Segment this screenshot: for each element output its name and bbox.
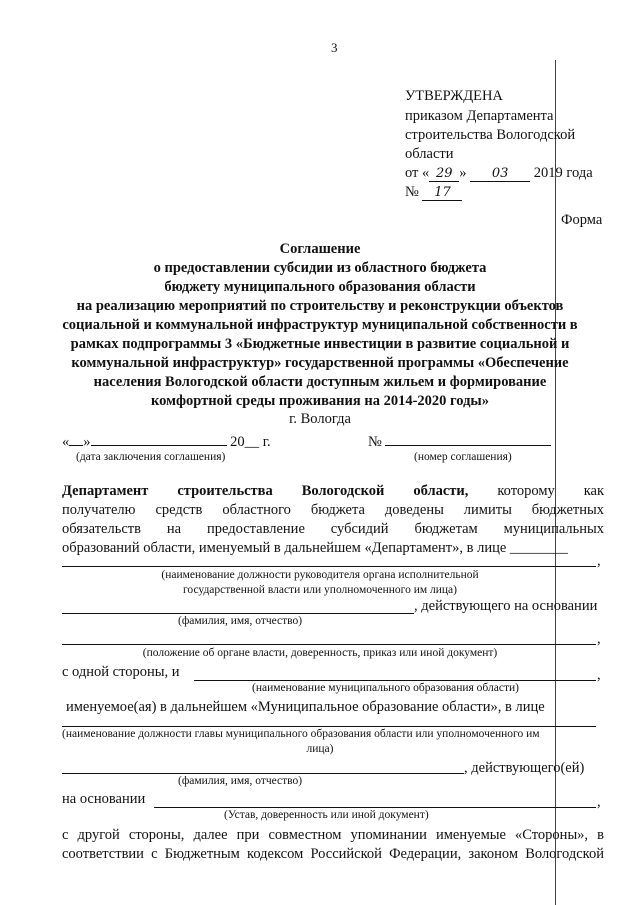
city: г. Вологда	[289, 411, 351, 427]
approval-heading: УТВЕРЖДЕНА	[405, 88, 503, 104]
agreement-number	[368, 434, 551, 451]
caption-municipality: (наименование муниципального образования области)	[252, 682, 519, 694]
number-blank	[385, 445, 551, 446]
which-word: которому	[497, 483, 555, 499]
body-line-3: обязательств на предоставление субсидий бюджетам муниципальных	[62, 521, 604, 537]
body-line-2: получателю средств областного бюджета доведены лимиты бюджетных	[62, 502, 604, 518]
comma-1: ,	[597, 553, 601, 569]
dept-word: Департамент	[62, 483, 149, 499]
number-caption: (номер соглашения)	[414, 451, 512, 463]
caption-head-municipal-2: лица)	[306, 743, 334, 755]
date-prefix: от «	[405, 165, 430, 181]
body-line-last-1: с другой стороны, далее при совместном упоминании именуемые «Стороны», в	[62, 827, 604, 843]
page-number: 3	[331, 40, 338, 55]
construction-word: строительства	[177, 483, 273, 499]
blank-line-6	[62, 773, 464, 774]
approval-line-2: приказом Департамента	[405, 108, 554, 124]
date-mid: »	[459, 165, 467, 181]
caption-head-municipal: (наименование должности главы муниципального образования области или уполномоченного им	[62, 728, 540, 740]
body-line-1	[62, 483, 604, 500]
comma-2: ,	[597, 631, 601, 647]
blank-line-2	[62, 613, 414, 614]
blank-line-5	[62, 726, 596, 727]
blank-line-1	[62, 566, 596, 567]
title-line-3: бюджету муниципального образования области	[164, 279, 476, 295]
caption-head-position-2: государственной власти или уполномоченного им лица)	[183, 584, 457, 596]
date-caption: (дата заключения соглашения)	[76, 451, 226, 463]
caption-document-2: (Устав, доверенность или иной документ)	[224, 809, 429, 821]
title-line-8: населения Вологодской области доступным жильем и формирование	[93, 374, 547, 390]
title-line-6: рамках подпрограммы 3 «Бюджетные инвестиции в развитие социальной и	[70, 336, 570, 352]
month-blank	[91, 445, 227, 446]
form-label: Форма	[561, 212, 603, 228]
blank-line-3	[62, 644, 596, 645]
title-line-5: социальной и коммунальной инфраструктур муниципальной собственности в	[62, 317, 578, 333]
as-word: как	[583, 483, 605, 499]
approval-day: 29	[429, 166, 459, 182]
blank-line-7	[154, 807, 596, 808]
approval-year: 2019 года	[533, 165, 593, 181]
title-line-1: Соглашение	[279, 241, 361, 257]
approval-line-4: области	[405, 146, 454, 162]
title-line-4: на реализацию мероприятий по строительству и реконструкции объектов	[76, 298, 564, 314]
number-sign: №	[368, 434, 382, 450]
caption-document-1: (положение об органе власти, доверенность, приказ или иной документ)	[142, 647, 498, 659]
caption-head-position: (наименование должности руководителя органа исполнительной	[161, 569, 479, 581]
year-text: 20__ г.	[230, 434, 271, 450]
number-prefix: №	[405, 184, 419, 200]
approval-line-3: строительства Вологодской	[405, 127, 576, 143]
approval-month: 03	[470, 166, 530, 182]
title-line-9: комфортной среды проживания на 2014-2020 годы»	[151, 393, 489, 409]
basis-text: на основании	[62, 791, 146, 807]
acting-text: , действующего на основании	[414, 598, 598, 614]
caption-fio-1: (фамилия, имя, отчество)	[178, 615, 303, 627]
title-line-2: о предоставлении субсидии из областного бюджета	[153, 260, 487, 276]
caption-fio-2: (фамилия, имя, отчество)	[178, 775, 303, 787]
day-blank	[69, 445, 83, 446]
comma-3: ,	[597, 667, 601, 683]
blank-line-4	[194, 680, 596, 681]
quote-close: »	[83, 434, 91, 450]
vologda-word: Вологодской	[301, 483, 385, 499]
body-line-4: образований области, именуемый в дальнейшем «Департамент», в лице ________	[62, 540, 568, 556]
one-side-text: с одной стороны, и	[62, 664, 180, 680]
region-word: области,	[413, 483, 469, 499]
named-text: именуемое(ая) в дальнейшем «Муниципальное образование области», в лице	[66, 699, 545, 715]
approval-date	[405, 165, 593, 182]
agreement-date	[62, 434, 271, 451]
quote-open: «	[62, 434, 70, 450]
title-line-7: коммунальной инфраструктур» государственной программы «Обеспечение	[71, 355, 569, 371]
approval-number	[405, 184, 462, 201]
acting2-text: , действующего(ей)	[464, 760, 585, 776]
body-line-last-2: соответствии с Бюджетным кодексом Российской Федерации, законом Вологодской	[62, 846, 604, 862]
approval-number-value: 17	[422, 185, 462, 201]
comma-4: ,	[597, 794, 601, 810]
